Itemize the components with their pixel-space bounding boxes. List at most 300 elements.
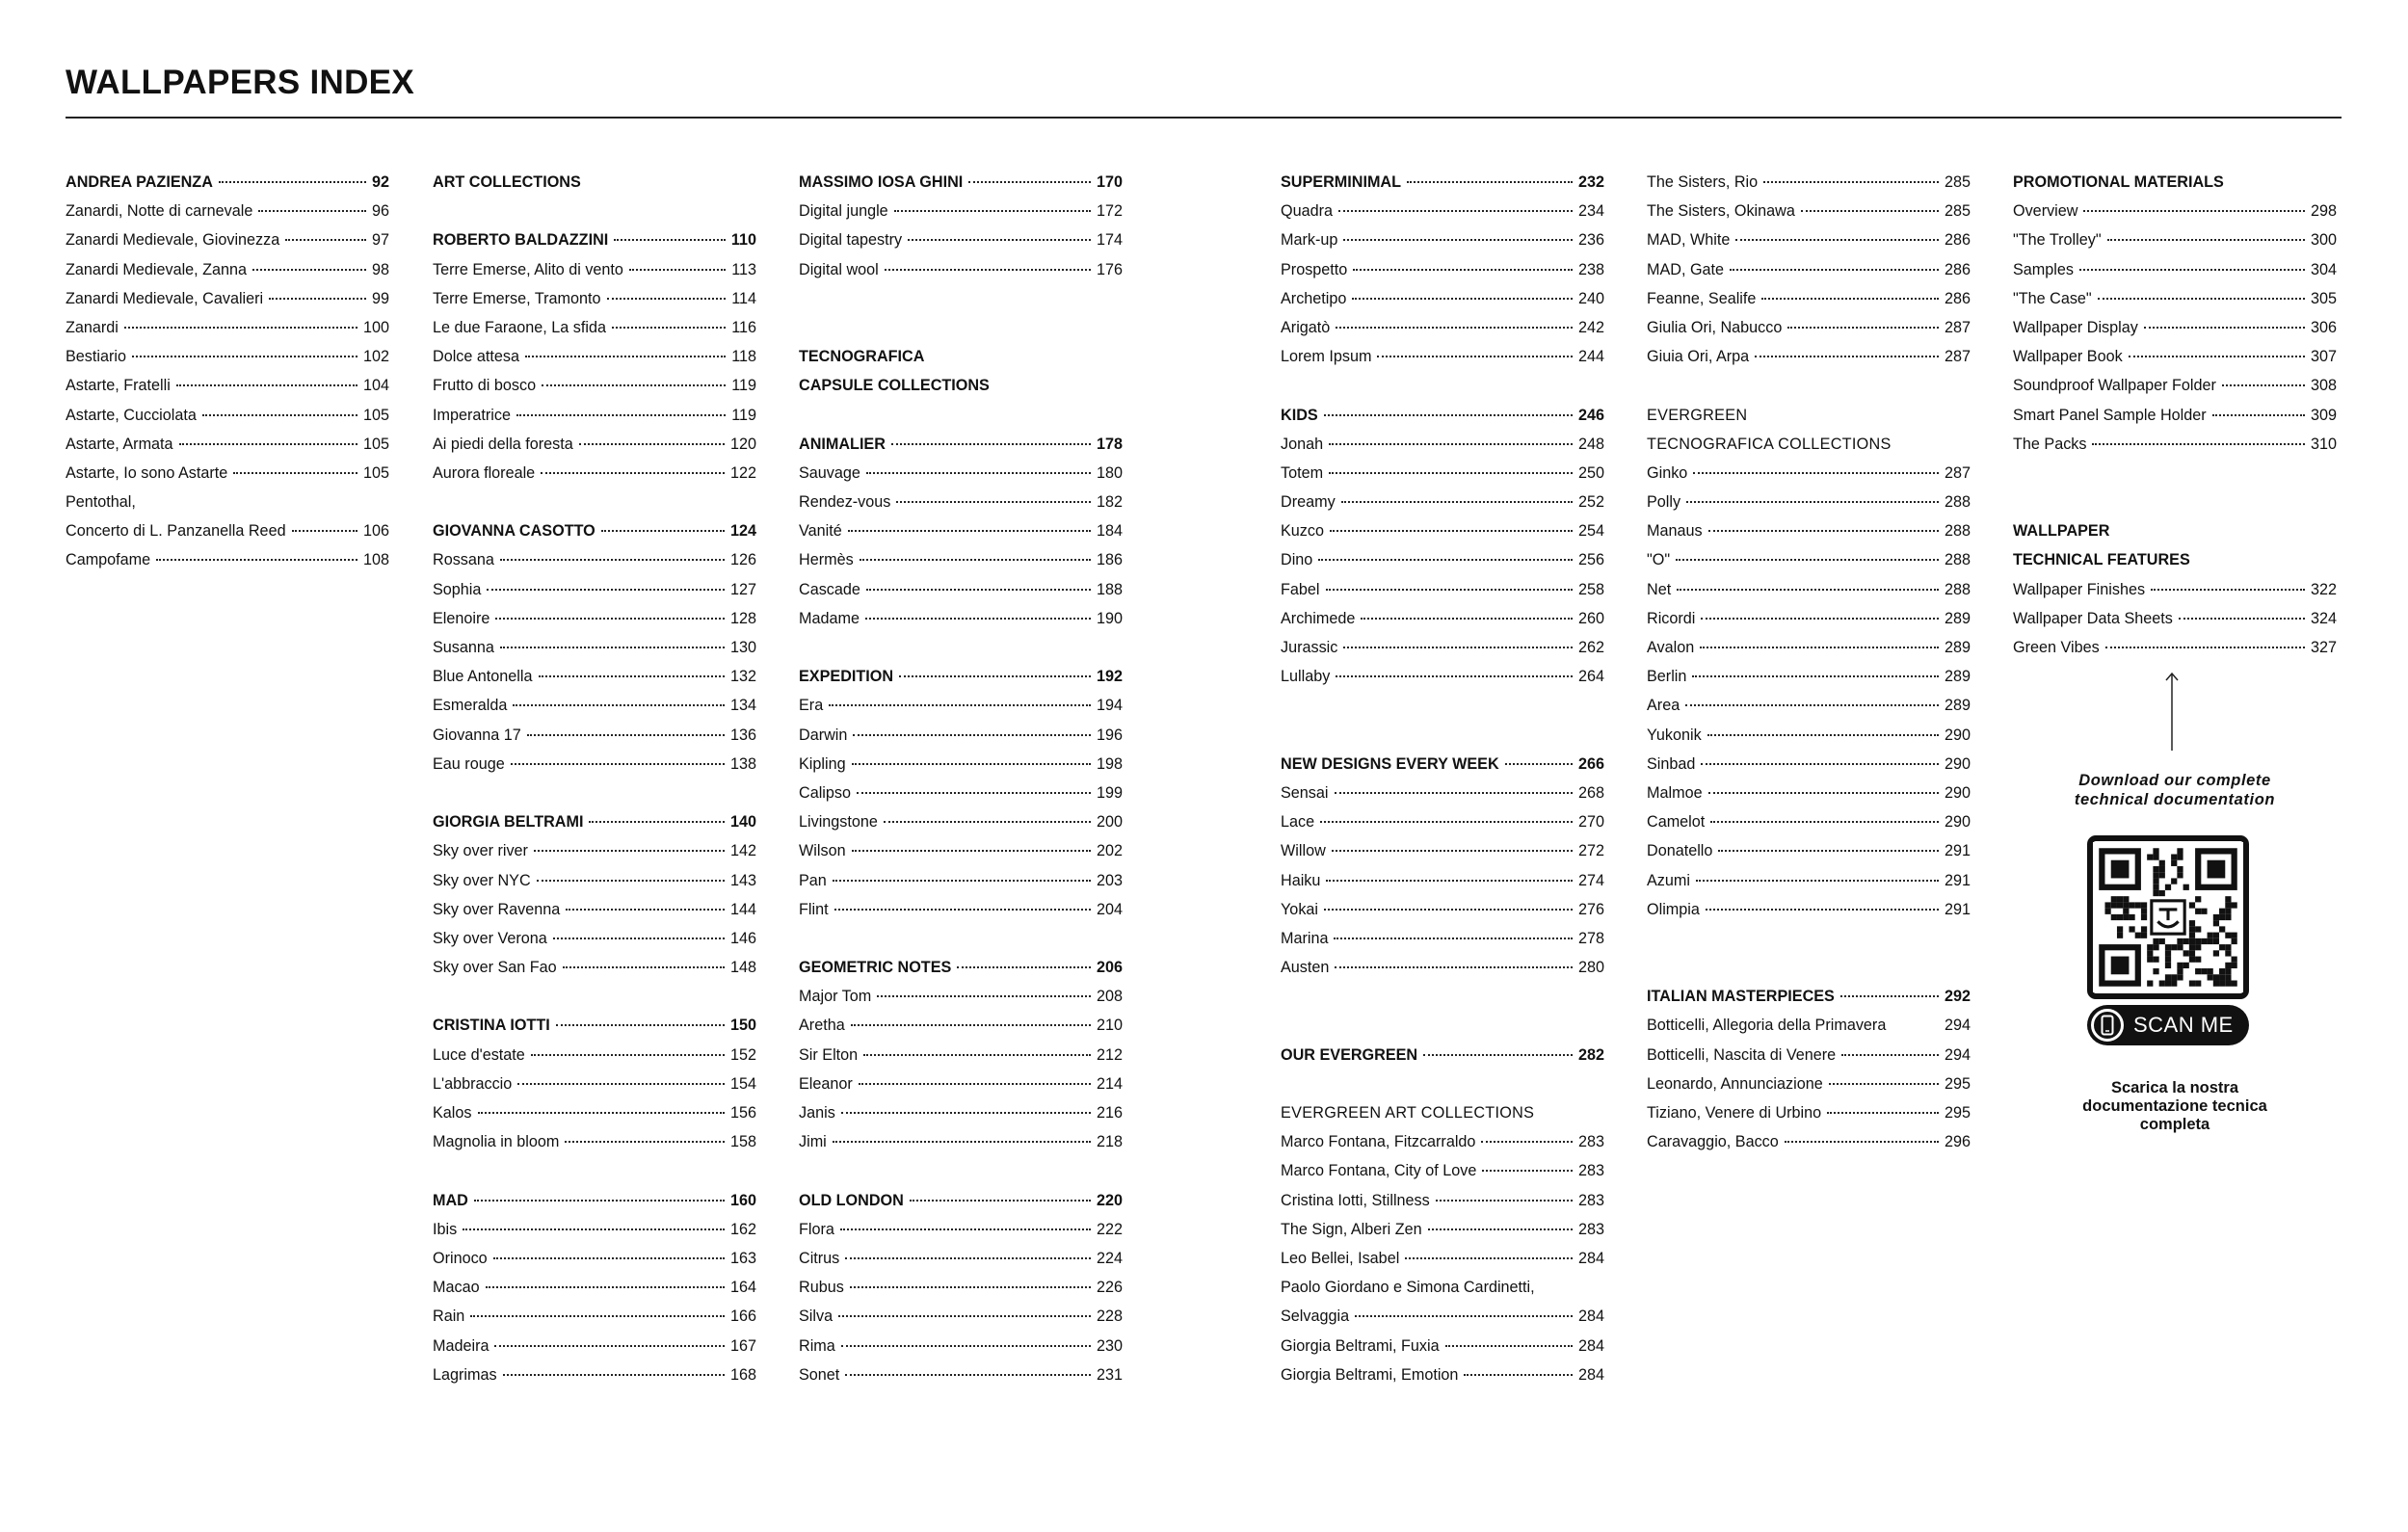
index-entry[interactable] — [1281, 493, 1604, 522]
index-entry[interactable] — [1281, 290, 1604, 319]
entry-label: Tiziano, Venere di Urbino — [1647, 1104, 1822, 1122]
page-number: 182 — [1096, 493, 1123, 512]
page-number: 132 — [729, 668, 756, 686]
entry-label: Archetipo — [1281, 289, 1347, 307]
index-entry[interactable] — [1647, 173, 1971, 202]
section-entry[interactable] — [66, 173, 389, 202]
dot-leader — [848, 530, 1091, 532]
index-entry[interactable] — [2013, 231, 2337, 260]
page-number: 284 — [1577, 1307, 1604, 1326]
entry-label: Era — [799, 697, 824, 715]
entry-label: Polly — [1647, 493, 1681, 512]
entry-label: Astarte, Cucciolata — [66, 406, 197, 424]
page-number: 236 — [1577, 231, 1604, 250]
page-number: 118 — [731, 348, 756, 366]
section-entry[interactable] — [1281, 1046, 1604, 1075]
index-entry[interactable] — [799, 202, 1123, 231]
entry-label: Aretha — [799, 1017, 845, 1035]
index-entry[interactable] — [1647, 1017, 1971, 1045]
index-entry[interactable] — [799, 1133, 1123, 1162]
page-number: 294 — [1944, 1017, 1971, 1035]
index-entry[interactable] — [1281, 261, 1604, 290]
entry-label: PROMOTIONAL MATERIALS — [2013, 173, 2224, 191]
dot-leader — [1343, 647, 1573, 648]
dot-leader — [486, 1286, 725, 1288]
page-number: 218 — [1096, 1133, 1123, 1151]
header-divider — [66, 117, 2342, 119]
entry-label: Austen — [1281, 959, 1330, 977]
index-entry[interactable] — [799, 755, 1123, 784]
page-number: 289 — [1944, 697, 1971, 715]
entry-label: Bestiario — [66, 348, 126, 366]
page-number: 274 — [1577, 871, 1604, 889]
index-entry[interactable] — [799, 522, 1123, 551]
index-entry[interactable] — [799, 1075, 1123, 1104]
index-entry[interactable] — [799, 610, 1123, 639]
dot-leader — [1730, 269, 1939, 271]
dot-leader — [845, 1257, 1091, 1259]
section-entry[interactable] — [1647, 988, 1971, 1017]
page-number: 280 — [1577, 959, 1604, 977]
index-entry[interactable] — [799, 872, 1123, 901]
index-entry[interactable] — [1647, 610, 1971, 639]
section-heading — [2013, 522, 2337, 551]
index-entry[interactable] — [1647, 348, 1971, 377]
index-entry[interactable] — [1281, 319, 1604, 348]
index-entry[interactable] — [1281, 1366, 1604, 1395]
index-entry[interactable] — [1281, 231, 1604, 260]
spacer — [1281, 988, 1604, 1017]
index-entry[interactable] — [1281, 1192, 1604, 1221]
index-entry[interactable] — [433, 290, 756, 319]
page-number: 290 — [1944, 726, 1971, 744]
entry-label: Net — [1647, 580, 1672, 598]
arrow-up-icon — [2165, 672, 2179, 751]
index-entry[interactable] — [66, 551, 389, 580]
page-number: 124 — [729, 522, 756, 541]
index-entry[interactable] — [1281, 842, 1604, 871]
index-entry[interactable] — [1647, 842, 1971, 871]
spacer — [1281, 1017, 1604, 1045]
index-entry[interactable] — [1281, 581, 1604, 610]
dot-leader — [829, 704, 1091, 706]
index-entry[interactable] — [1281, 930, 1604, 959]
index-entry[interactable] — [2013, 261, 2337, 290]
dot-leader — [487, 589, 725, 591]
spacer — [1281, 377, 1604, 406]
page-number: 174 — [1096, 231, 1123, 250]
index-entry[interactable] — [799, 261, 1123, 290]
index-entry[interactable] — [1281, 784, 1604, 813]
spacer — [2013, 493, 2337, 522]
dot-leader — [860, 559, 1091, 561]
index-entry[interactable] — [799, 813, 1123, 842]
entry-label: Terre Emerse, Alito di vento — [433, 260, 623, 278]
entry-label: Darwin — [799, 726, 848, 744]
index-entry[interactable] — [1281, 1337, 1604, 1366]
index-entry[interactable] — [433, 436, 756, 464]
index-entry[interactable] — [66, 377, 389, 406]
section-entry[interactable] — [799, 668, 1123, 697]
index-entry[interactable] — [433, 668, 756, 697]
dot-leader — [2212, 414, 2305, 416]
index-entry[interactable] — [2013, 436, 2337, 464]
index-entry[interactable] — [433, 697, 756, 726]
section-entry[interactable] — [1281, 173, 1604, 202]
index-entry[interactable] — [1281, 522, 1604, 551]
index-entry[interactable] — [1281, 813, 1604, 842]
index-entry[interactable] — [1647, 872, 1971, 901]
page-number: 168 — [729, 1365, 756, 1384]
index-entry[interactable] — [1281, 1221, 1604, 1250]
dot-leader — [566, 909, 725, 911]
index-entry[interactable] — [433, 1250, 756, 1279]
dot-leader — [1701, 763, 1939, 765]
index-entry[interactable] — [799, 842, 1123, 871]
entry-label: Sky over river — [433, 842, 528, 860]
dot-leader — [601, 530, 725, 532]
dot-leader — [132, 356, 357, 357]
entry-label: Vanité — [799, 522, 842, 541]
section-entry[interactable] — [1281, 407, 1604, 436]
index-entry[interactable] — [799, 1104, 1123, 1133]
index-entry[interactable] — [2013, 319, 2337, 348]
index-entry[interactable] — [66, 464, 389, 493]
index-entry[interactable] — [433, 872, 756, 901]
index-entry[interactable] — [1647, 1075, 1971, 1104]
entry-label: MAD, Gate — [1647, 260, 1725, 278]
dot-leader — [614, 239, 726, 241]
index-entry[interactable] — [799, 726, 1123, 755]
index-entry[interactable] — [66, 436, 389, 464]
index-entry[interactable] — [2013, 407, 2337, 436]
entry-label: EXPEDITION — [799, 668, 894, 686]
section-entry[interactable] — [433, 1192, 756, 1221]
section-entry[interactable] — [799, 1192, 1123, 1221]
entry-label: Azumi — [1647, 871, 1690, 889]
dot-leader — [840, 1228, 1091, 1230]
index-entry[interactable] — [66, 231, 389, 260]
page-number: 156 — [729, 1104, 756, 1122]
page-number: 138 — [729, 754, 756, 773]
entry-label: Avalon — [1647, 639, 1695, 656]
dot-leader — [1334, 938, 1573, 939]
index-entry[interactable] — [799, 1337, 1123, 1366]
entry-label: Rendez-vous — [799, 493, 891, 512]
entry-label: Soundproof Wallpaper Folder — [2013, 377, 2216, 395]
index-entry[interactable] — [799, 1366, 1123, 1395]
index-entry[interactable] — [433, 1337, 756, 1366]
dot-leader — [589, 821, 725, 823]
index-entry[interactable] — [1647, 668, 1971, 697]
index-entry[interactable] — [1647, 261, 1971, 290]
index-entry[interactable] — [66, 319, 389, 348]
dot-leader — [1320, 821, 1573, 823]
index-entry[interactable] — [1281, 348, 1604, 377]
index-entry[interactable] — [1281, 1133, 1604, 1162]
index-entry[interactable] — [2013, 639, 2337, 668]
index-entry[interactable] — [1647, 522, 1971, 551]
page-number: 206 — [1096, 959, 1123, 977]
section-entry[interactable] — [433, 522, 756, 551]
dot-leader — [463, 1228, 725, 1230]
spacer — [1281, 697, 1604, 726]
dot-leader — [531, 1054, 725, 1056]
index-entry[interactable] — [799, 551, 1123, 580]
index-entry[interactable] — [1281, 1162, 1604, 1191]
index-entry[interactable] — [1647, 551, 1971, 580]
entry-label: NEW DESIGNS EVERY WEEK — [1281, 754, 1499, 773]
index-entry[interactable] — [433, 901, 756, 930]
index-entry[interactable] — [66, 290, 389, 319]
page-number: 158 — [729, 1133, 756, 1151]
page-number: 140 — [729, 813, 756, 832]
page-number: 92 — [371, 173, 389, 191]
entry-label: Marco Fontana, City of Love — [1281, 1162, 1477, 1180]
index-entry[interactable] — [66, 522, 389, 551]
entry-label: Olimpia — [1647, 900, 1700, 918]
index-entry[interactable] — [1281, 668, 1604, 697]
index-entry[interactable] — [66, 261, 389, 290]
index-entry[interactable] — [1281, 464, 1604, 493]
index-entry[interactable] — [433, 1307, 756, 1336]
index-entry[interactable] — [1647, 464, 1971, 493]
entry-label: SUPERMINIMAL — [1281, 173, 1402, 191]
entry-label: Sophia — [433, 580, 482, 598]
index-entry[interactable] — [433, 319, 756, 348]
index-entry[interactable] — [799, 1279, 1123, 1307]
entry-label: Imperatrice — [433, 406, 511, 424]
index-entry[interactable] — [433, 755, 756, 784]
index-entry[interactable] — [2013, 202, 2337, 231]
entry-label: Terre Emerse, Tramonto — [433, 289, 601, 307]
page-number: 291 — [1944, 871, 1971, 889]
index-entry[interactable] — [1647, 493, 1971, 522]
dot-leader — [1710, 821, 1939, 823]
section-entry[interactable] — [799, 173, 1123, 202]
index-entry[interactable] — [433, 1366, 756, 1395]
page-number: 290 — [1944, 754, 1971, 773]
page-number: 105 — [362, 406, 389, 424]
index-entry[interactable] — [799, 493, 1123, 522]
entry-label: Mark-up — [1281, 231, 1338, 250]
dot-leader — [124, 327, 357, 329]
section-heading — [433, 173, 756, 202]
index-entry[interactable] — [433, 581, 756, 610]
entry-label: The Sign, Alberi Zen — [1281, 1220, 1422, 1238]
index-entry[interactable] — [433, 1279, 756, 1307]
index-entry[interactable] — [1647, 290, 1971, 319]
dot-leader — [511, 763, 725, 765]
section-entry[interactable] — [433, 813, 756, 842]
index-entry[interactable] — [433, 348, 756, 377]
index-entry[interactable] — [1647, 231, 1971, 260]
index-entry[interactable] — [799, 697, 1123, 726]
index-entry[interactable] — [799, 231, 1123, 260]
index-entry[interactable] — [433, 959, 756, 988]
scan-me-button[interactable] — [2087, 1005, 2249, 1045]
entry-label: Jurassic — [1281, 639, 1338, 656]
index-entry[interactable] — [1647, 1133, 1971, 1162]
spacer — [433, 493, 756, 522]
page-number: 284 — [1577, 1249, 1604, 1267]
index-entry[interactable] — [1647, 901, 1971, 930]
index-entry[interactable] — [1281, 436, 1604, 464]
page-number: 305 — [2310, 289, 2337, 307]
index-entry[interactable] — [799, 1221, 1123, 1250]
dot-leader — [493, 1257, 725, 1259]
index-entry[interactable] — [433, 551, 756, 580]
entry-label: Zanardi Medievale, Cavalieri — [66, 289, 264, 307]
page-number: 148 — [729, 959, 756, 977]
index-entry[interactable] — [799, 1017, 1123, 1045]
section-entry[interactable] — [799, 959, 1123, 988]
index-entry[interactable] — [799, 464, 1123, 493]
page-number: 287 — [1944, 463, 1971, 482]
entry-label: Yukonik — [1647, 726, 1702, 744]
index-entry[interactable] — [433, 1104, 756, 1133]
index-entry[interactable] — [799, 581, 1123, 610]
page-number: 226 — [1096, 1279, 1123, 1297]
index-entry[interactable] — [1647, 319, 1971, 348]
dot-leader — [845, 1374, 1091, 1376]
index-entry[interactable] — [1647, 813, 1971, 842]
dot-leader — [884, 821, 1091, 823]
entry-label: Green Vibes — [2013, 639, 2100, 656]
dot-leader — [1326, 880, 1573, 882]
index-entry[interactable] — [1281, 639, 1604, 668]
page-number: 154 — [729, 1074, 756, 1093]
index-entry[interactable] — [1647, 639, 1971, 668]
index-entry[interactable] — [433, 1046, 756, 1075]
page-number: 130 — [729, 639, 756, 656]
section-entry[interactable] — [1281, 755, 1604, 784]
entry-label: Flora — [799, 1220, 834, 1238]
index-entry[interactable] — [2013, 581, 2337, 610]
index-entry[interactable] — [1281, 1250, 1604, 1279]
index-entry[interactable] — [433, 1075, 756, 1104]
entry-label: Flint — [799, 900, 829, 918]
page-number: 296 — [1944, 1133, 1971, 1151]
index-entry[interactable] — [1281, 610, 1604, 639]
dot-leader — [1692, 675, 1939, 677]
index-entry[interactable] — [433, 261, 756, 290]
index-entry[interactable] — [1281, 872, 1604, 901]
index-entry[interactable] — [799, 1307, 1123, 1336]
page-number: 324 — [2310, 609, 2337, 627]
index-entry[interactable] — [799, 988, 1123, 1017]
page-number: 142 — [729, 842, 756, 860]
index-entry[interactable] — [1647, 697, 1971, 726]
index-entry[interactable] — [1647, 202, 1971, 231]
index-entry[interactable] — [433, 726, 756, 755]
index-entry[interactable] — [433, 842, 756, 871]
index-entry[interactable] — [433, 610, 756, 639]
index-entry[interactable] — [2013, 610, 2337, 639]
entry-label: Manaus — [1647, 522, 1703, 541]
index-entry[interactable] — [799, 784, 1123, 813]
index-entry[interactable] — [1647, 1104, 1971, 1133]
index-entry[interactable] — [66, 407, 389, 436]
page-number: 308 — [2310, 377, 2337, 395]
dot-leader — [233, 472, 357, 474]
section-heading — [799, 348, 1123, 377]
qr-code-icon[interactable] — [2087, 835, 2249, 999]
index-entry[interactable] — [1281, 1307, 1604, 1336]
index-entry[interactable] — [2013, 348, 2337, 377]
page-number: 288 — [1944, 522, 1971, 541]
index-entry[interactable] — [799, 1046, 1123, 1075]
index-entry[interactable] — [2013, 290, 2337, 319]
dot-leader — [1335, 966, 1573, 968]
index-entry[interactable] — [433, 377, 756, 406]
download-caption-it-line1: Scarica la nostra — [2110, 1079, 2239, 1096]
section-entry[interactable] — [433, 231, 756, 260]
page-number: 208 — [1096, 988, 1123, 1006]
entry-label: KIDS — [1281, 406, 1318, 424]
index-entry[interactable] — [1281, 901, 1604, 930]
dot-leader — [563, 966, 725, 968]
entry-label: Marco Fontana, Fitzcarraldo — [1281, 1133, 1476, 1151]
dot-leader — [612, 327, 726, 329]
index-entry[interactable] — [1281, 202, 1604, 231]
entry-label: Feanne, Sealife — [1647, 289, 1757, 307]
entry-label: Sky over NYC — [433, 871, 531, 889]
entry-label: The Sisters, Okinawa — [1647, 202, 1795, 221]
index-entry[interactable] — [66, 348, 389, 377]
index-entry[interactable] — [433, 407, 756, 436]
dot-leader — [1482, 1170, 1573, 1172]
spacer — [433, 1162, 756, 1191]
index-entry[interactable] — [66, 202, 389, 231]
index-entry[interactable] — [433, 639, 756, 668]
entry-label: Zanardi — [66, 318, 119, 336]
index-entry[interactable] — [1281, 959, 1604, 988]
entry-label: Frutto di bosco — [433, 377, 537, 395]
page-number: 254 — [1577, 522, 1604, 541]
page-number: 119 — [731, 406, 756, 424]
index-entry[interactable] — [799, 901, 1123, 930]
index-entry[interactable] — [1281, 551, 1604, 580]
index-entry[interactable] — [1647, 755, 1971, 784]
index-entry[interactable] — [2013, 377, 2337, 406]
index-entry[interactable] — [1647, 784, 1971, 813]
index-entry[interactable] — [433, 930, 756, 959]
entry-label: Orinoco — [433, 1249, 488, 1267]
index-entry[interactable] — [433, 1221, 756, 1250]
index-column-4 — [1281, 173, 1604, 1395]
index-entry[interactable] — [433, 1133, 756, 1162]
index-entry[interactable] — [1647, 581, 1971, 610]
index-entry[interactable] — [433, 464, 756, 493]
index-entry[interactable] — [1647, 1046, 1971, 1075]
page-number: 102 — [362, 348, 389, 366]
dot-leader — [852, 850, 1091, 852]
dot-leader — [1318, 559, 1573, 561]
entry-label: Samples — [2013, 260, 2074, 278]
entry-label: Macao — [433, 1279, 480, 1297]
index-entry[interactable] — [1647, 726, 1971, 755]
entry-label: Cristina Iotti, Stillness — [1281, 1191, 1430, 1209]
page-number: 291 — [1944, 900, 1971, 918]
page-number: 150 — [729, 1017, 756, 1035]
section-entry[interactable] — [433, 1017, 756, 1045]
section-entry[interactable] — [799, 436, 1123, 464]
dot-leader — [470, 1315, 725, 1317]
index-entry[interactable] — [799, 1250, 1123, 1279]
page-number: 232 — [1577, 173, 1604, 191]
dot-leader — [1336, 327, 1573, 329]
